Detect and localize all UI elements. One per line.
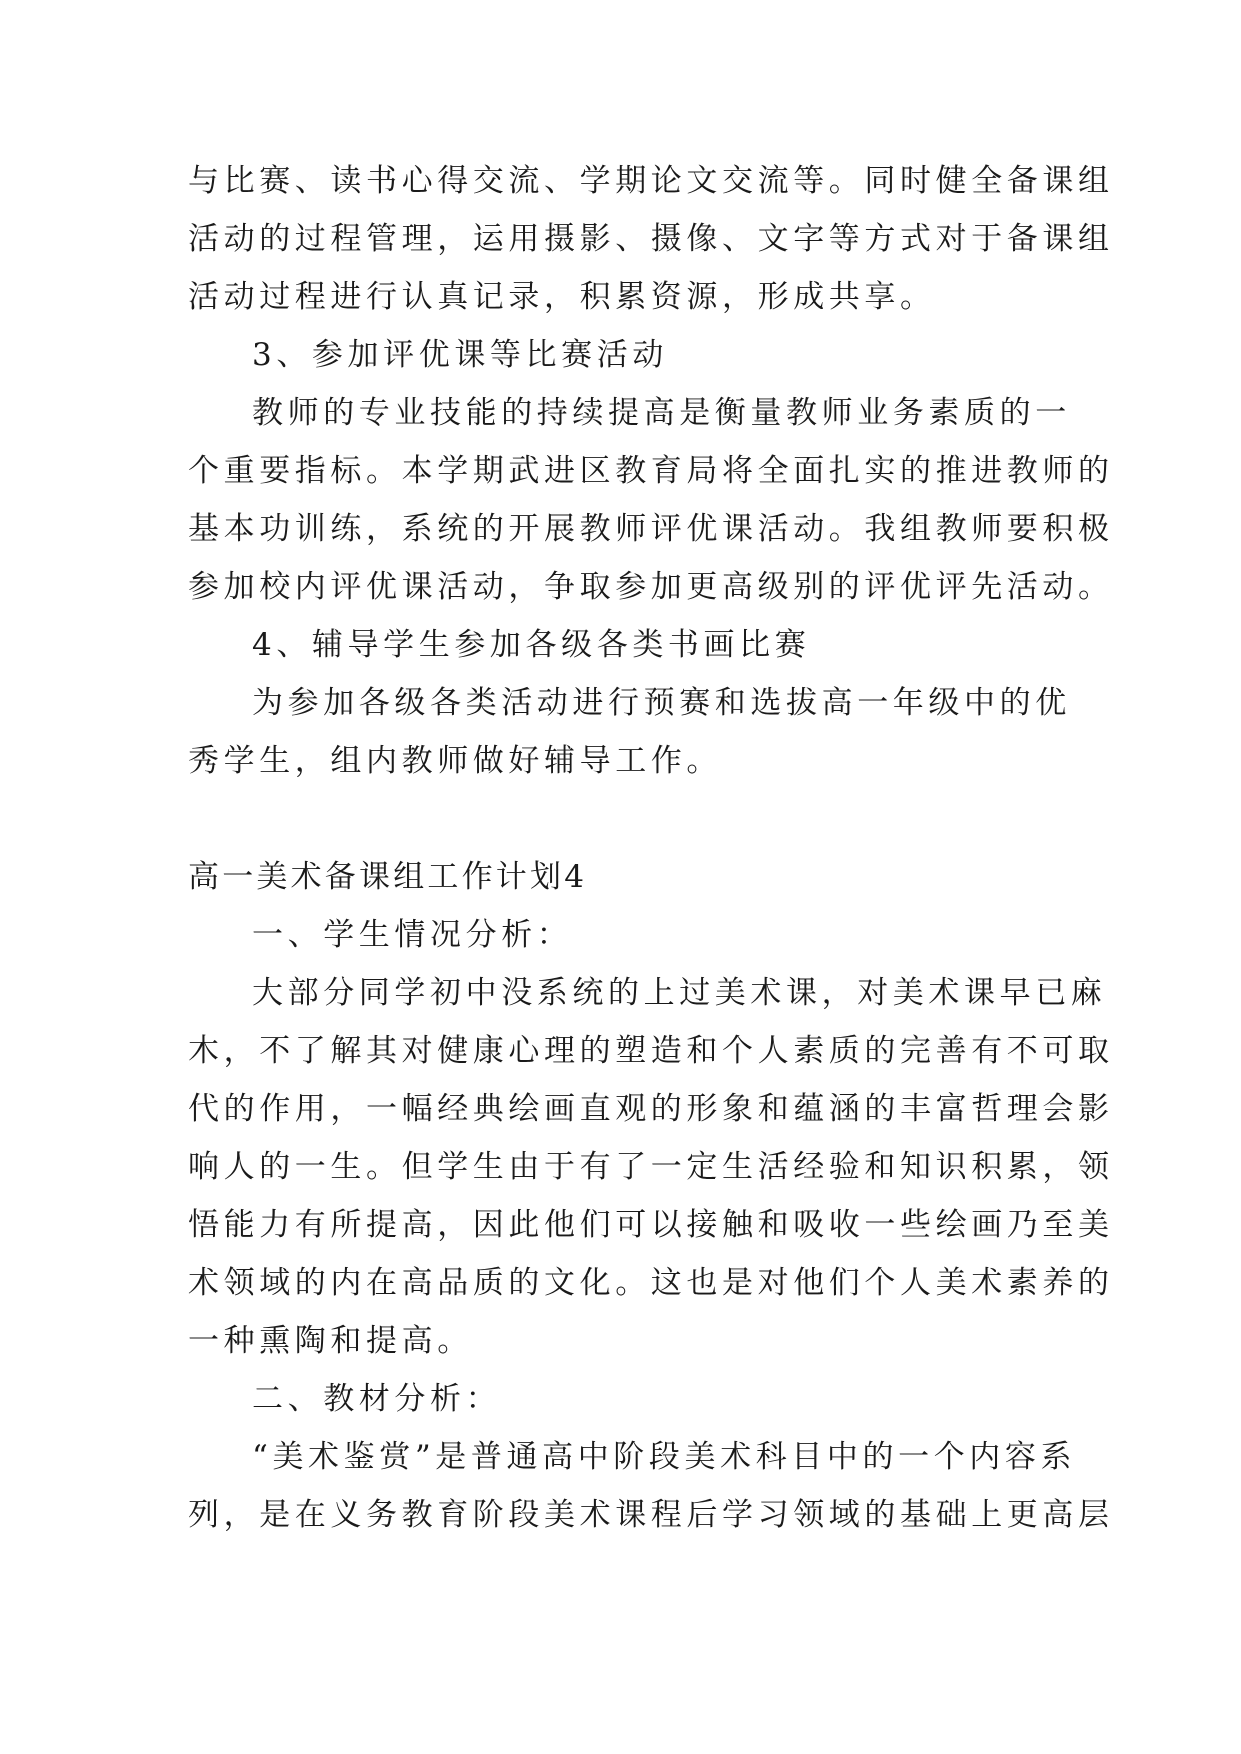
blank-line bbox=[188, 790, 1068, 848]
paragraph-line: 基本功训练，系统的开展教师评优课活动。我组教师要积极 bbox=[188, 511, 1114, 547]
paragraph-line: 一种熏陶和提高。 bbox=[188, 1323, 473, 1359]
section-heading: 3、参加评优课等比赛活动 bbox=[252, 337, 668, 373]
document-body bbox=[188, 152, 1114, 1544]
paragraph-line: 与比赛、读书心得交流、学期论文交流等。同时健全备课组 bbox=[188, 163, 1114, 199]
paragraph-line: 参加校内评优课活动，争取参加更高级别的评优评先活动。 bbox=[188, 569, 1114, 605]
paragraph-line: 术领域的内在高品质的文化。这也是对他们个人美术素养的 bbox=[188, 1265, 1114, 1301]
document-title: 高一美术备课组工作计划4 bbox=[188, 859, 588, 895]
paragraph-line: 大部分同学初中没系统的上过美术课，对美术课早已麻 bbox=[252, 975, 1107, 1011]
paragraph-line: 为参加各级各类活动进行预赛和选拔高一年级中的优 bbox=[252, 685, 1071, 721]
paragraph-line: 教师的专业技能的持续提高是衡量教师业务素质的一 bbox=[252, 395, 1071, 431]
paragraph-line: 悟能力有所提高，因此他们可以接触和吸收一些绘画乃至美 bbox=[188, 1207, 1114, 1243]
section-heading: 4、辅导学生参加各级各类书画比赛 bbox=[252, 627, 811, 663]
section-heading: 一、学生情况分析： bbox=[252, 917, 573, 953]
paragraph-line: 代的作用，一幅经典绘画直观的形象和蕴涵的丰富哲理会影 bbox=[188, 1091, 1114, 1127]
paragraph-line: 活动的过程管理，运用摄影、摄像、文字等方式对于备课组 bbox=[188, 221, 1114, 257]
paragraph-line: “美术鉴赏”是普通高中阶段美术科目中的一个内容系 bbox=[252, 1439, 1077, 1475]
paragraph-line: 活动过程进行认真记录，积累资源，形成共享。 bbox=[188, 279, 936, 315]
paragraph-line: 木，不了解其对健康心理的塑造和个人素质的完善有不可取 bbox=[188, 1033, 1114, 1069]
paragraph-line: 响人的一生。但学生由于有了一定生活经验和知识积累，领 bbox=[188, 1149, 1114, 1185]
paragraph-line: 列，是在义务教育阶段美术课程后学习领域的基础上更高层 bbox=[188, 1497, 1114, 1533]
paragraph-line: 个重要指标。本学期武进区教育局将全面扎实的推进教师的 bbox=[188, 453, 1114, 489]
paragraph-line: 秀学生，组内教师做好辅导工作。 bbox=[188, 743, 722, 779]
section-heading: 二、教材分析： bbox=[252, 1381, 502, 1417]
